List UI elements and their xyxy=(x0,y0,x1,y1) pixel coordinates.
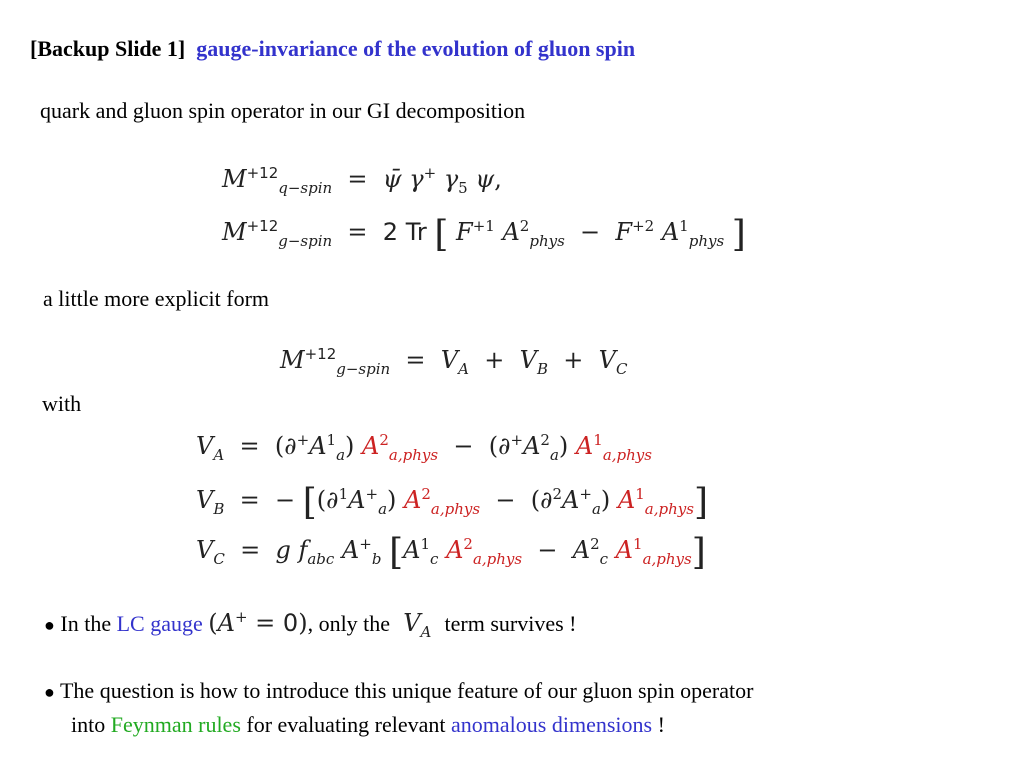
lc-gauge-condition: (A+ = 0) xyxy=(208,608,308,637)
bullet1-pre: In the xyxy=(60,611,117,636)
title-main: gauge-invariance of the evolution of gluon spin xyxy=(196,36,636,61)
explicit-form-text: a little more explicit form xyxy=(43,286,270,311)
gluon-spin-equation: $M^{+12}_{g-spin} = 2$ Tr [ $F^{+1}$ $A^2_{phys} - F^{+2}$ $A^1_{phys}$ ] xyxy=(222,214,746,255)
bullet2-line1: The question is how to introduce this unique feature of our gluon spin operator xyxy=(59,678,754,703)
intro-text: quark and gluon spin operator in our GI decomposition xyxy=(40,98,526,123)
quark-spin-equation: $M^{+12}_{q-spin}$ = ψ̄ γ+ $\gamma_5$ ψ, xyxy=(222,164,502,197)
lc-gauge-text: LC gauge xyxy=(116,611,203,636)
bullet2-pre: into xyxy=(71,712,111,737)
bullet2-post: ! xyxy=(652,712,665,737)
bullet2-mid: for evaluating relevant xyxy=(240,712,452,737)
with-text: with xyxy=(42,391,82,416)
bullet1-post: term survives ! xyxy=(444,611,577,636)
gluon-spin-sum-equation: $M^{+12}_{g-spin} = V_A + V_B + V_C$ xyxy=(280,345,628,378)
va-equation: $V_A = (\partial^+A^1_a) A^2_{a,phys} - (\partial^+A^2_a)$ $A^1_{a,phys}$ xyxy=(196,431,652,464)
bullet-lc-gauge xyxy=(44,608,577,641)
vc-equation: $V_C = g$ $f_{abc}$ $A^+_b$ [$A^1_c$ $A^2_{a,phys} - A^2_c$ $A^1_{a,phys}$] xyxy=(196,532,706,573)
va-symbol: $V_A$ xyxy=(395,609,432,641)
bullet-question-line2 xyxy=(71,712,665,738)
bullet1-mid: , only the xyxy=(307,611,391,636)
title-prefix: [Backup Slide 1] xyxy=(30,36,186,61)
vb-equation: $V_B$ = − [$(\partial^1A^+_a) A^2_{a,phys} - (\partial^2A^+_a)$ $A^1_{a,phys}$] xyxy=(196,482,708,523)
anomalous-dimensions-text: anomalous dimensions xyxy=(451,712,653,737)
slide-title xyxy=(30,36,635,62)
feynman-rules-text: Feynman rules xyxy=(110,712,241,737)
bullet-dot-icon: ● xyxy=(44,615,55,635)
bullet-dot-icon: ● xyxy=(44,682,55,702)
bullet-question xyxy=(44,678,753,704)
